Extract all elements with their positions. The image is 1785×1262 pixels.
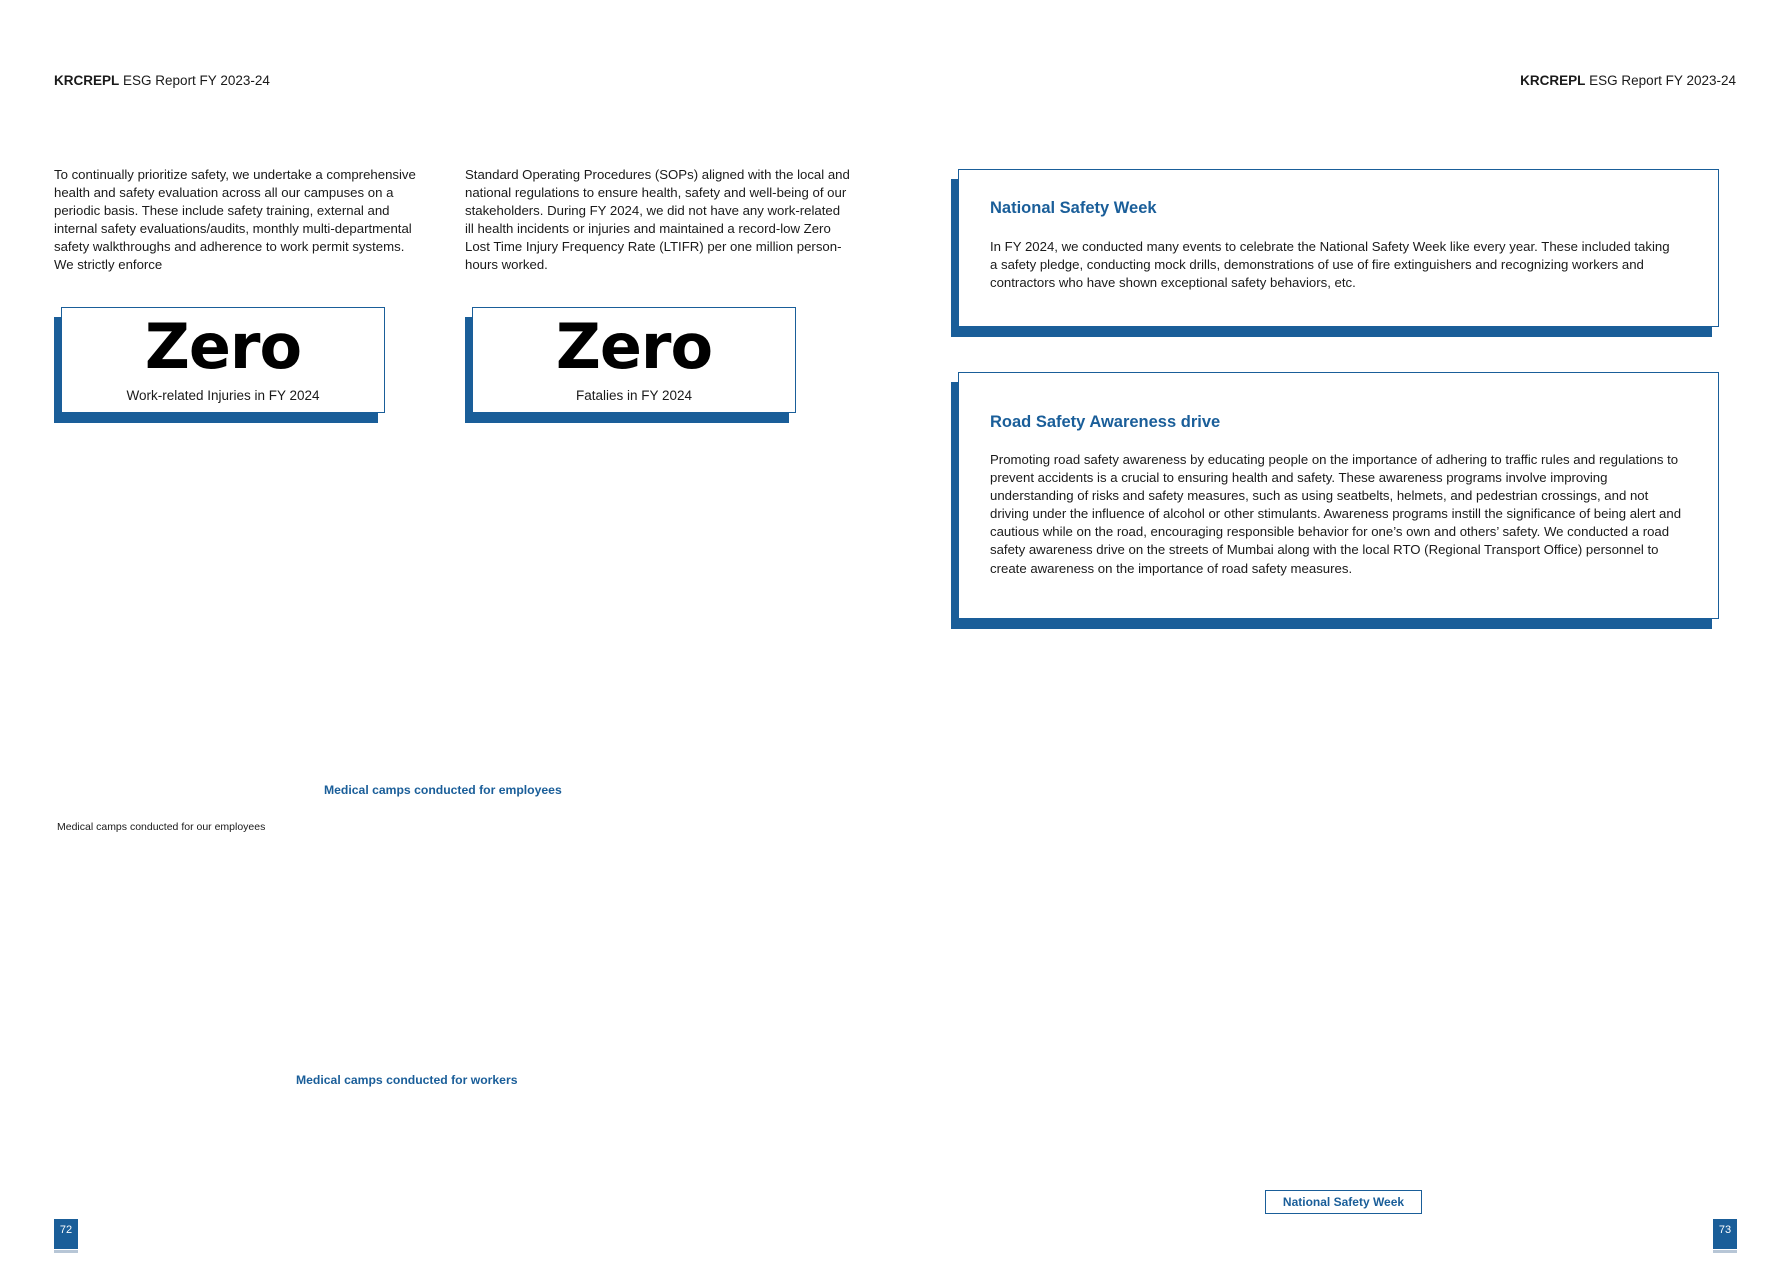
stat-card-panel	[61, 307, 385, 413]
page-number-right: 73	[1713, 1219, 1737, 1249]
card-panel	[958, 169, 1719, 327]
stat-card-injuries	[61, 307, 385, 413]
card-panel	[958, 372, 1719, 619]
sop-paragraph: Standard Operating Procedures (SOPs) aligned with the local and national regulations to ensure health, safety and well-being of our stakeholders. During FY 2024, we did not have any work-related ill health incidents or injuries and maintained a record-low Zero Lost Time Injury Frequency Rate (LTIFR) per one million person-hours worked.	[465, 167, 850, 273]
page-number-left: 72	[54, 1219, 78, 1249]
caption-medical-camps-employees: Medical camps conducted for employees	[324, 783, 562, 797]
card-body: Promoting road safety awareness by educating people on the importance of adhering to traffic rules and regulations to prevent accidents is a crucial to ensuring health and safety. These awareness programs involve improving understanding of risks and safety measures, such as using seatbelts, helmets, and pedestrian crossings, and not driving under the influence of alcohol or other stimulants. Awareness programs instill the significance of being alert and cautious while on the road, encouraging responsible behavior for one’s own and others’ safety. We conducted a road safety awareness drive on the streets of Mumbai along with the local RTO (Regional Transport Office) personnel to create awareness on the importance of road safety measures.	[990, 452, 1682, 576]
stat-caption: Fatalies in FY 2024	[575, 388, 693, 403]
stat-card-fatalities	[472, 307, 796, 413]
header-brand: KRCREPL	[1520, 73, 1586, 88]
stat-caption: Work-related Injuries in FY 2024	[126, 388, 320, 403]
card-body: In FY 2024, we conducted many events to celebrate the National Safety Week like every year. These included taking a safety pledge, conducting mock drills, demonstrations of use of fire extinguishers and recognizing workers and contractors who have shown exceptional safety behaviors, etc.	[990, 239, 1670, 291]
tag-national-safety-week: National Safety Week	[1265, 1190, 1422, 1214]
card-road-safety	[958, 372, 1719, 619]
caption-medical-camps-our-employees: Medical camps conducted for our employees	[57, 821, 266, 833]
header-right	[1520, 73, 1736, 88]
intro-paragraph: To continually prioritize safety, we undertake a comprehensive health and safety evaluation across all our campuses on a periodic basis. These include safety training, external and internal safety evaluations/audits, monthly multi-departmental safety walkthroughs and adherence to work permit systems. We strictly enforce	[54, 167, 416, 273]
stat-value: Zero	[555, 310, 713, 383]
card-title: Road Safety Awareness drive	[990, 413, 1221, 431]
header-left	[54, 73, 270, 88]
stat-card-panel	[472, 307, 796, 413]
header-brand: KRCREPL	[54, 73, 120, 88]
card-national-safety-week	[958, 169, 1719, 327]
header-title: ESG Report FY 2023-24	[123, 73, 270, 88]
caption-medical-camps-workers: Medical camps conducted for workers	[296, 1073, 518, 1087]
header-title: ESG Report FY 2023-24	[1589, 73, 1736, 88]
stat-value: Zero	[144, 310, 302, 383]
card-title: National Safety Week	[990, 199, 1157, 217]
